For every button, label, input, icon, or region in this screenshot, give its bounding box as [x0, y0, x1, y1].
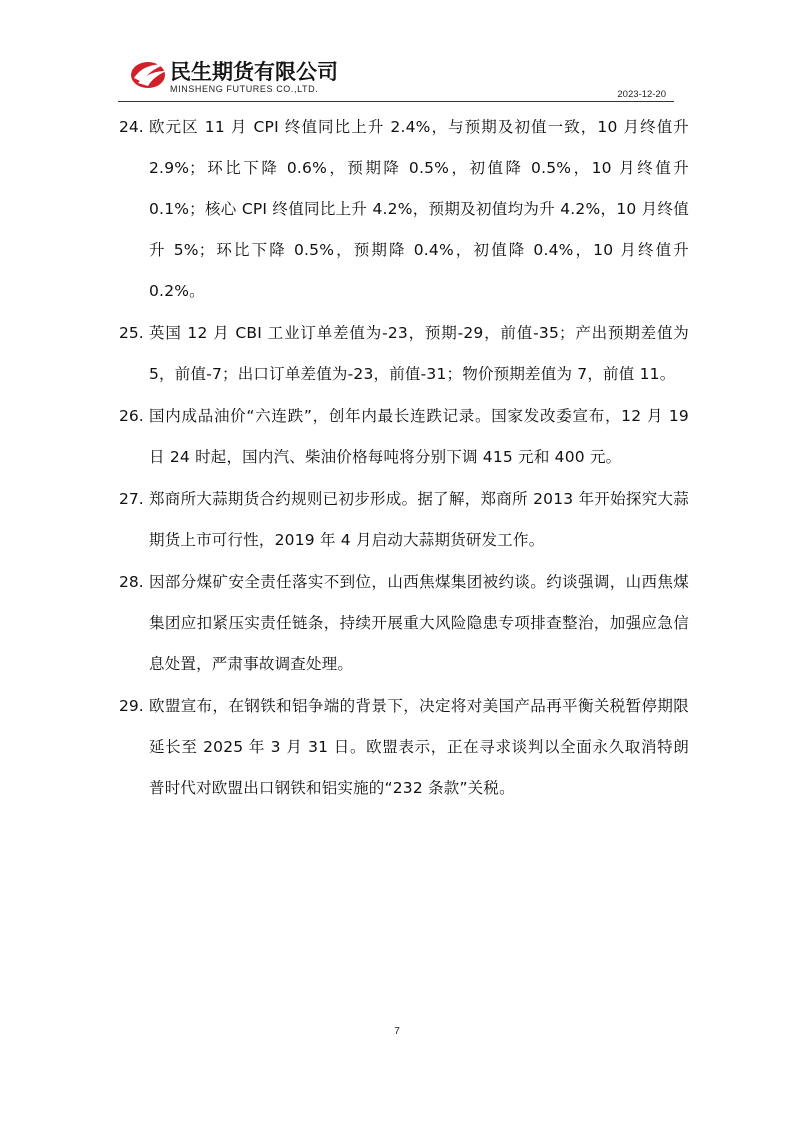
item-number: 29.: [119, 697, 144, 715]
list-item: [119, 562, 689, 685]
page-header: [118, 52, 674, 102]
company-name-en: MINSHENG FUTURES CO.,LTD.: [170, 84, 319, 94]
item-number: 24.: [119, 118, 144, 136]
list-item: [119, 107, 689, 312]
list-item: [119, 313, 689, 395]
item-number: 25.: [119, 324, 144, 342]
list-item: [119, 479, 689, 561]
item-text: 因部分煤矿安全责任落实不到位，山西焦煤集团被约谈。约谈强调，山西焦煤集团应扣紧压实责任链条，持续开展重大风险隐患专项排查整治，加强应急信息处置，严肃事故调查处理。: [149, 573, 689, 673]
page-number: 7: [394, 1026, 400, 1037]
news-list: [119, 107, 689, 810]
item-text: 国内成品油价“六连跌”，创年内最长连跌记录。国家发改委宣布，12 月 19 日 24 时起，国内汽、柴油价格每吨将分别下调 415 元和 400 元。: [149, 407, 689, 466]
minsheng-logo-icon: [128, 56, 168, 92]
item-text: 郑商所大蒜期货合约规则已初步形成。据了解，郑商所 2013 年开始探究大蒜期货上市可行性，2019 年 4 月启动大蒜期货研发工作。: [149, 490, 689, 549]
report-date: 2023-12-20: [617, 89, 666, 100]
item-number: 27.: [119, 490, 144, 508]
list-item: [119, 686, 689, 809]
item-text: 欧元区 11 月 CPI 终值同比上升 2.4%，与预期及初值一致，10 月终值升 2.9%；环比下降 0.6%，预期降 0.5%，初值降 0.5%，10 月终值升 0.1%；核心 CPI 终值同比上升 4.2%，预期及初值均为升 4.2%，10 月终值升 5%；环比下降 0.5%，预期降 0.4%，初值降 0.4%，10 月终值升 0.2%。: [149, 118, 689, 300]
header-divider: [118, 101, 674, 102]
item-text: 英国 12 月 CBI 工业订单差值为-23，预期-29，前值-35；产出预期差值为 5，前值-7；出口订单差值为-23，前值-31；物价预期差值为 7，前值 11。: [149, 324, 689, 383]
company-name-cn: 民生期货有限公司: [170, 60, 338, 84]
item-number: 28.: [119, 573, 144, 591]
item-text: 欧盟宣布，在钢铁和铝争端的背景下，决定将对美国产品再平衡关税暂停期限延长至 2025 年 3 月 31 日。欧盟表示，正在寻求谈判以全面永久取消特朗普时代对欧盟出口钢铁和铝实施的“232 条款”关税。: [149, 697, 689, 797]
item-number: 26.: [119, 407, 144, 425]
list-item: [119, 396, 689, 478]
